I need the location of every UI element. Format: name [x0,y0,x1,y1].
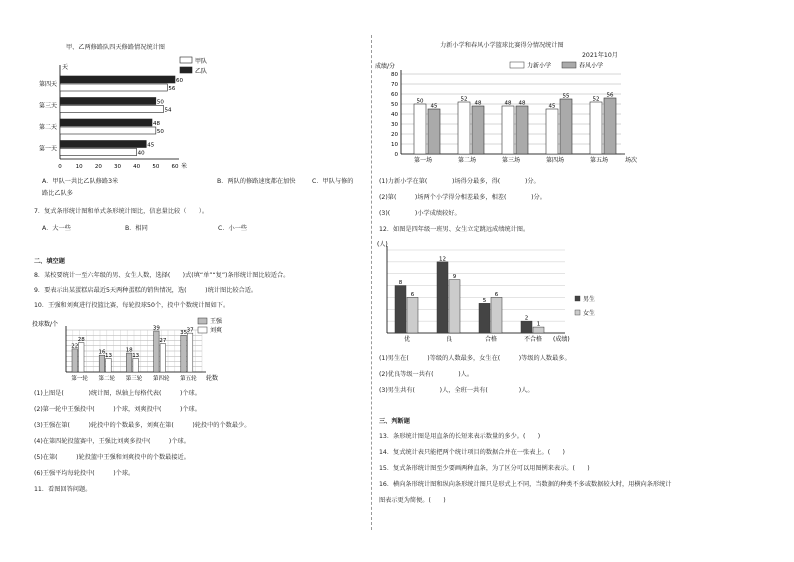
y-unit-label: 天 [62,64,69,71]
question-15: 15．复式条形统计图至少要画两种直条，为了区分可以用图例来表示。( ) [379,465,590,472]
legend-swatch [180,57,192,63]
bar-yi [60,84,167,91]
y-tick-label: 0 [394,152,398,158]
q7-option-b: B．相同 [125,225,148,232]
legend-label: 力新小学 [527,62,552,70]
bar-girls [407,297,418,333]
bar-yi [60,127,156,134]
data-label: 52 [460,96,468,103]
data-label: 9 [452,274,457,281]
data-label: 45 [548,103,556,110]
bar-liushuang [79,343,85,372]
y-axis-label: 投球数/个 [32,321,59,328]
legend-label: 女生 [583,310,596,317]
legend-swatch [575,310,580,315]
data-label: 8 [398,280,403,287]
q10-part2: (2)第一轮中王强投中( )个球，刘爽投中( )个球。 [34,406,201,413]
data-label: 48 [474,100,482,107]
data-label: 50 [156,99,164,106]
question-9: 9．要表示出某蛋糕店最近5天两种蛋糕的销售情况，选( )统计图比较合适。 [34,287,258,294]
q6-option-c: C．甲队与修的 [312,178,354,185]
bar-chunfeng [428,109,440,154]
question-12: 12．如图是四年级一班男、女生立定跳远成绩统计图。 [379,226,530,233]
y-tick-label: 80 [391,72,398,78]
y-axis-label: (人) [377,241,388,248]
long-jump-chart [375,238,615,348]
legend-swatch [198,318,207,324]
q11-part1: (1)力新小学在第( )场得分最多，得( )分。 [379,178,540,185]
bar-lixin [590,102,602,154]
basketball-scores-chart [375,58,665,168]
data-label: 6 [410,291,415,298]
data-label: 60 [176,78,183,84]
data-label: 45 [430,103,438,110]
y-tick-label: 40 [391,112,398,118]
q10-part6: (6)王强平均每轮投中( )个球。 [34,470,135,477]
data-label: 28 [77,337,85,344]
bar-chunfeng [472,106,484,154]
chart1-title: 甲、乙两修路队四天修路情况统计图 [66,44,165,51]
y-axis-label: 成绩/分 [375,63,396,70]
bar-girls [449,280,460,333]
legend-label: 王强 [210,318,223,325]
data-label: 55 [562,93,570,100]
category-label: 第五场 [589,157,609,164]
bar-wangqiang [72,349,78,372]
x-tick-label: 60 [171,164,179,170]
q10-part3: (3)王强在第( )轮投中的个数最多，刘爽在第( )轮投中的个数最少。 [34,422,251,429]
q10-part4: (4)在第四轮投篮赛中，王强比刘爽多投中( )个球。 [34,438,190,445]
data-label: 50 [156,129,164,135]
question-13: 13．条形统计图是用直条的长短来表示数量的多少。( ) [379,433,541,440]
data-label: 48 [153,121,160,127]
legend-swatch [180,67,192,73]
chart3-title: 力新小学和春风小学篮球比赛得分情况统计图 [440,42,564,49]
x-axis-label: 场次 [625,157,638,164]
legend-swatch [575,296,580,301]
x-tick-label: 20 [94,164,102,170]
data-label: 2 [524,315,529,322]
data-label: 52 [592,96,600,103]
q6-option-a: A．甲队一共比乙队修路3米 [42,178,119,185]
column-divider [371,35,372,530]
data-label: 54 [164,107,172,114]
category-label: 第五轮 [180,376,197,382]
q10-part1: (1)上图是( )统计图，纵轴上每格代表( )个球。 [34,390,201,397]
q6-option-b: B．两队的修路速度都在加快 [217,178,296,185]
legend-label: 男生 [583,296,596,303]
data-label: 13 [105,352,112,359]
bar-lixin [546,109,558,154]
category-label: 第三场 [501,157,521,164]
category-label: 第三天 [38,102,57,110]
bar-yi [60,149,137,156]
bar-chunfeng [516,106,528,154]
legend-swatch [510,62,524,68]
y-tick-label: 30 [391,122,398,128]
category-label: 第一天 [38,145,57,153]
y-tick-label: 70 [391,82,398,88]
bar-chunfeng [560,99,572,154]
legend-swatch [198,327,207,333]
bar-liushuang [160,344,166,372]
data-label: 13 [132,352,140,359]
category-label: 第二轮 [98,376,116,382]
bar-lixin [458,102,470,154]
x-unit-label: 米 [181,163,188,170]
category-label: 第四天 [38,81,57,88]
q10-part5: (5)在第( )轮投篮中王强和刘爽投中的个数最接近。 [34,454,190,461]
q11-part2: (2)第( )场两个小学得分相差最多，相差( )分。 [379,194,546,201]
data-label: 18 [125,347,133,354]
data-label: 39 [152,325,160,332]
bar-liushuang [106,358,112,372]
category-label: 第一场 [413,157,433,164]
question-16-cont: 图表示更为简便。( ) [379,497,446,504]
x-tick-label: 10 [75,164,83,170]
data-label: 22 [71,343,79,350]
bar-girls [491,297,502,333]
legend-swatch [562,62,576,68]
bar-boys [479,303,490,333]
category-label: 第四轮 [152,376,170,382]
question-7: 7．复式条形统计图和单式条形统计图比，信息量比较（ ）。 [34,208,209,215]
data-label: 48 [518,100,526,107]
bar-chunfeng [604,98,616,154]
question-10: 10．王强和刘爽进行投篮比赛，每轮投球50个，投中个数统计图如下。 [34,302,230,309]
category-label: 第二场 [457,157,477,164]
bar-boys [437,262,448,333]
category-label: 第四场 [545,157,565,164]
legend-label: 甲队 [195,58,208,65]
q12-part2: (2)优良等级一共有( )人。 [379,371,474,378]
question-8: 8．某校要统计一至六年级的男、女生人数，选择( )式(填“单”“复”)条形统计图比较适合。 [34,272,290,279]
bar-wangqiang [181,335,187,372]
bar-boys [395,286,406,333]
bar-yi [60,106,164,113]
q12-part3: (3)男生共有( )人，全班一共有( )人。 [379,387,534,394]
data-label: 37 [186,327,194,334]
category-label: 第二天 [38,124,57,131]
data-label: 48 [504,100,512,107]
x-tick-label: 50 [152,164,160,170]
category-label: 合格 [484,336,498,343]
data-label: 6 [494,291,499,298]
bar-jia [60,76,175,83]
road-repair-chart [30,55,208,175]
bar-wangqiang [154,331,160,372]
data-label: 16 [98,349,106,356]
data-label: 27 [159,338,167,345]
category-label: 第一轮 [71,376,88,382]
data-label: 5 [482,297,487,304]
bar-girls [533,327,544,333]
x-tick-label: 0 [58,164,62,170]
data-label: 1 [536,321,541,328]
y-tick-label: 20 [391,132,398,138]
section-fill-heading: 二、填空题 [34,258,65,265]
data-label: 50 [416,98,424,105]
data-label: 35 [180,329,188,336]
bar-lixin [414,104,426,154]
question-14: 14．复式统计表只能把两个统计项目的数据合并在一张表上。( ) [379,449,565,456]
data-label: 12 [439,256,446,263]
data-label: 56 [606,92,614,99]
data-label: 45 [147,142,155,149]
y-tick-label: 10 [391,142,398,148]
category-label: 不合格 [523,336,543,343]
question-16: 16．横向条形统计图和纵向条形统计图只是形式上不同，当数据的种类不多或数据较大时，用横向条形统计 [379,481,672,488]
q6-option-c-cont: 路比乙队多 [42,190,73,197]
bar-liushuang [133,358,139,372]
bar-wangqiang [99,355,105,372]
question-11: 11．看图回答问题。 [34,486,92,493]
section-judge-heading: 三、判断题 [379,418,410,425]
bar-boys [521,321,532,333]
bar-wangqiang [126,353,131,372]
q7-option-c: C．小一些 [218,225,248,232]
bar-jia [60,141,146,148]
x-tick-label: 40 [133,164,141,170]
x-axis-label: 轮数 [206,375,219,382]
data-label: 40 [137,150,145,157]
y-tick-label: 60 [391,92,398,98]
bar-jia [60,98,156,105]
x-axis-label: (成绩) [553,336,570,343]
q7-option-a: A．大一些 [42,225,71,232]
legend-label: 乙队 [195,68,208,75]
bar-jia [60,119,152,126]
y-tick-label: 50 [391,102,398,108]
category-label: 良 [445,336,453,343]
bar-liushuang [187,333,193,372]
legend-label: 春风小学 [579,62,604,70]
chart3-date: 2021年10月 [582,52,618,59]
data-label: 56 [168,86,176,92]
legend-label: 刘爽 [210,327,223,334]
basketball-shots-chart [30,314,230,386]
category-label: 第三轮 [125,376,143,382]
q11-part3: (3)( )小学成绩较好。 [379,210,461,217]
bar-lixin [502,106,514,154]
category-label: 优 [403,336,411,343]
x-tick-label: 30 [114,164,121,170]
q12-part1: (1)男生在( )等级的人数最多，女生在( )等级的人数最多。 [379,355,571,362]
